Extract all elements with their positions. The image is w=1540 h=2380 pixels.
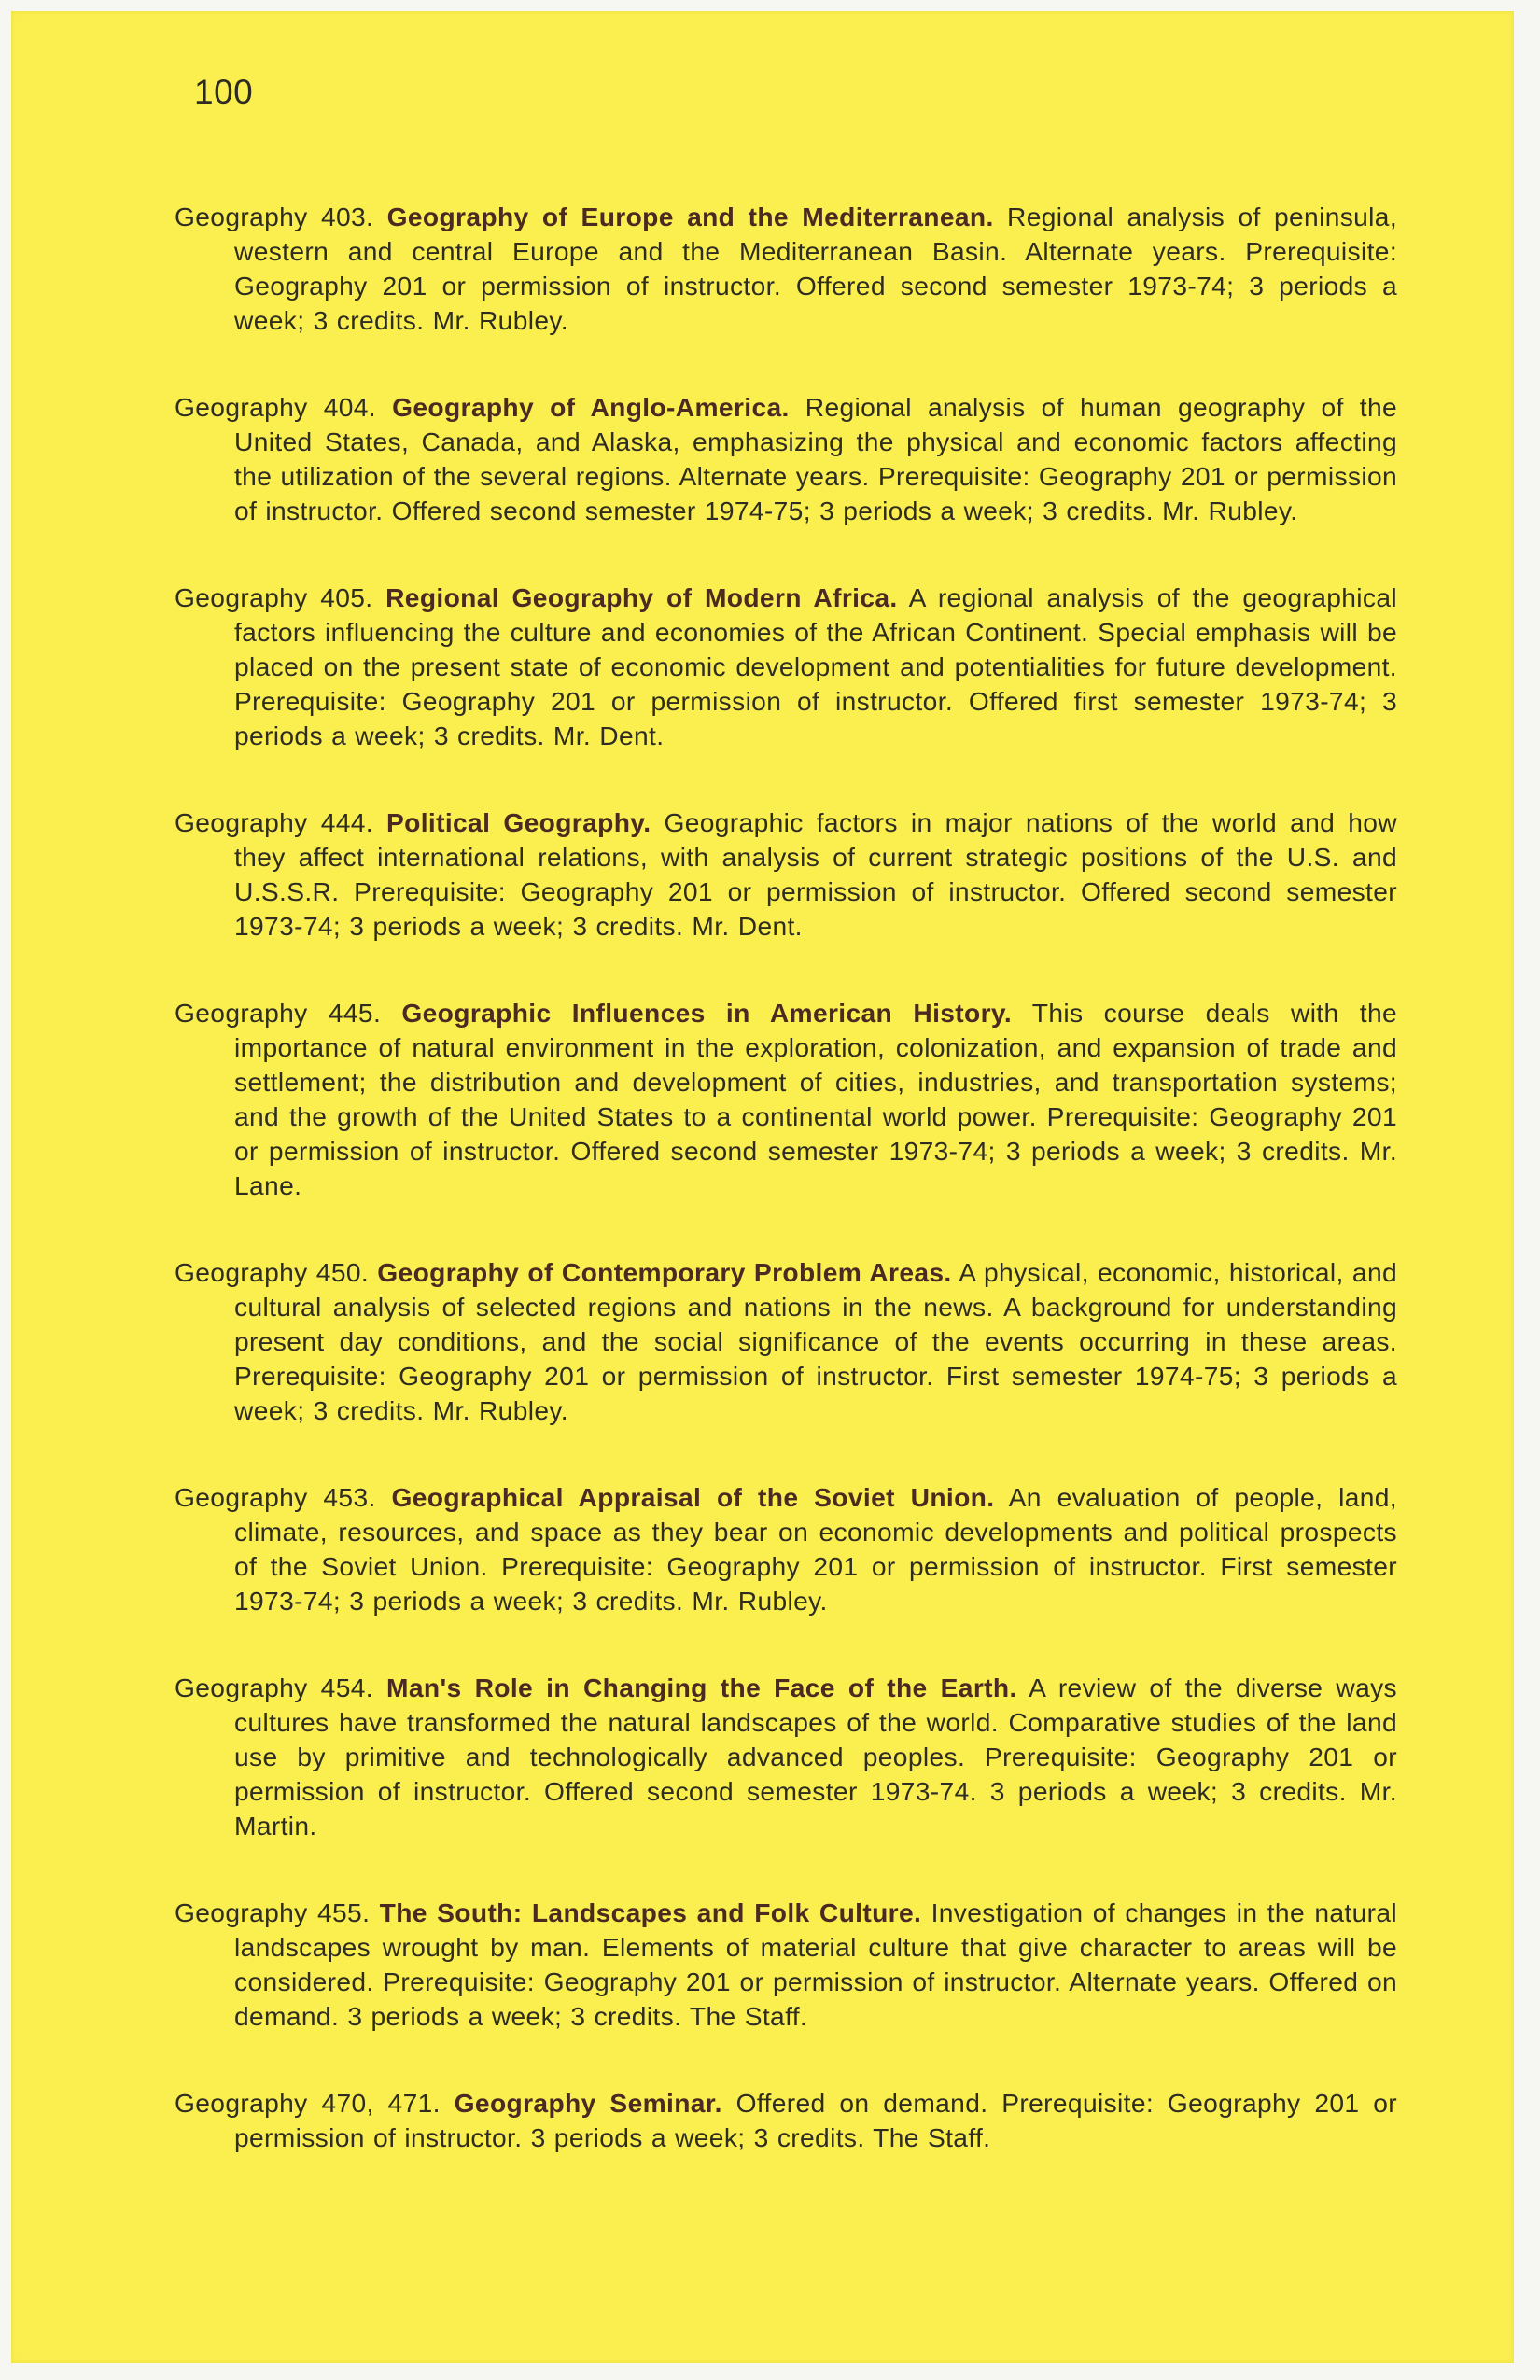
catalog-page — [11, 11, 1514, 2363]
course-number: Geography 470, 471. — [175, 2088, 441, 2118]
course-title: Political Geography. — [386, 807, 651, 837]
course-description: Regional analysis of human geography of the United States, Canada, and Alaska, emphasizing the physical and economic factors affecting the utilization of the several regions. Alternate years. Prerequisite: Geography 201 or permission of instructor. Offered second semester 1974-75; 3 periods a week; 3 credits. Mr. Rubley. — [234, 392, 1397, 525]
course-entry-geography-404 — [175, 390, 1397, 528]
course-title: Geographic Influences in American History. — [401, 998, 1013, 1028]
course-entry-geography-470-471 — [175, 2086, 1397, 2155]
course-list — [175, 200, 1397, 2207]
course-number: Geography 404. — [175, 392, 376, 422]
course-title: Geography of Contemporary Problem Areas. — [377, 1257, 952, 1287]
course-entry-geography-454 — [175, 1671, 1397, 1843]
course-number: Geography 444. — [175, 807, 373, 837]
course-description: This course deals with the importance of natural environment in the exploration, colonization, and expansion of trade and settlement; the distribution and development of cities, industries, and transportation systems; and the growth of the United States to a continental world power. Prerequisite: Geography 201 or permission of instructor. Offered second semester 1973-74; 3 periods a week; 3 credits. Mr. Lane. — [234, 998, 1397, 1200]
course-entry-geography-405 — [175, 581, 1397, 753]
course-number: Geography 454. — [175, 1673, 373, 1702]
course-title: Regional Geography of Modern Africa. — [385, 582, 898, 612]
course-entry-geography-403 — [175, 200, 1397, 338]
course-description: Offered on demand. Prerequisite: Geography 201 or permission of instructor. 3 periods a week; 3 credits. The Staff. — [234, 2088, 1397, 2152]
course-title: Geography Seminar. — [454, 2088, 722, 2118]
course-number: Geography 445. — [175, 998, 382, 1028]
course-description: An evaluation of people, land, climate, resources, and space as they bear on economic developments and political prospects of the Soviet Union. Prerequisite: Geography 201 or permission of instructor. First semester 1973-74; 3 periods a week; 3 credits. Mr. Rubley. — [234, 1482, 1397, 1616]
course-title: Geography of Anglo-America. — [392, 392, 790, 422]
course-description: Geographic factors in major nations of the world and how they affect international relations, with analysis of current strategic positions of the U.S. and U.S.S.R. Prerequisite: Geography 201 or permission of instructor. Offered second semester 1973-74; 3 periods a week; 3 credits. Mr. Dent. — [234, 807, 1397, 941]
course-entry-geography-453 — [175, 1480, 1397, 1618]
course-entry-geography-445 — [175, 996, 1397, 1203]
course-description: A physical, economic, historical, and cultural analysis of selected regions and nations in the news. A background for understanding present day conditions, and the social significance of the events occurring in these areas. Prerequisite: Geography 201 or permission of instructor. First semester 1974-75; 3 periods a week; 3 credits. Mr. Rubley. — [234, 1257, 1397, 1425]
course-number: Geography 403. — [175, 202, 374, 231]
course-description: A regional analysis of the geographical factors influencing the culture and economies of the African Continent. Special emphasis will be placed on the present state of economic development and potentialities for future development. Prerequisite: Geography 201 or permission of instructor. Offered first semester 1973-74; 3 periods a week; 3 credits. Mr. Dent. — [234, 582, 1397, 750]
course-title: Geography of Europe and the Mediterranean. — [386, 202, 994, 231]
course-entry-geography-455 — [175, 1896, 1397, 2034]
course-description: A review of the diverse ways cultures have transformed the natural landscapes of the world. Comparative studies of the land use by primitive and technologically advanced peoples. Prerequisite: Geography 201 or permission of instructor. Offered second semester 1973-74. 3 periods a week; 3 credits. Mr. Martin. — [234, 1673, 1398, 1841]
course-description: Investigation of changes in the natural landscapes wrought by man. Elements of material culture that give character to areas will be considered. Prerequisite: Geography 201 or permission of instructor. Alternate years. Offered on demand. 3 periods a week; 3 credits. The Staff. — [234, 1897, 1397, 2031]
page-number: 100 — [194, 73, 254, 111]
course-number: Geography 453. — [175, 1482, 376, 1512]
course-entry-geography-444 — [175, 805, 1397, 944]
course-title: The South: Landscapes and Folk Culture. — [379, 1897, 922, 1927]
course-number: Geography 450. — [175, 1257, 370, 1287]
course-entry-geography-450 — [175, 1255, 1397, 1428]
course-description: Regional analysis of peninsula, western and central Europe and the Mediterranean Basin. Alternate years. Prerequisite: Geography 201 or permission of instructor. Offered second semester 1973-74; 3 periods a week; 3 credits. Mr. Rubley. — [234, 202, 1398, 335]
course-title: Geographical Appraisal of the Soviet Union. — [391, 1482, 995, 1512]
course-title: Man's Role in Changing the Face of the Earth. — [386, 1673, 1017, 1702]
course-number: Geography 455. — [175, 1897, 371, 1927]
course-number: Geography 405. — [175, 582, 373, 612]
